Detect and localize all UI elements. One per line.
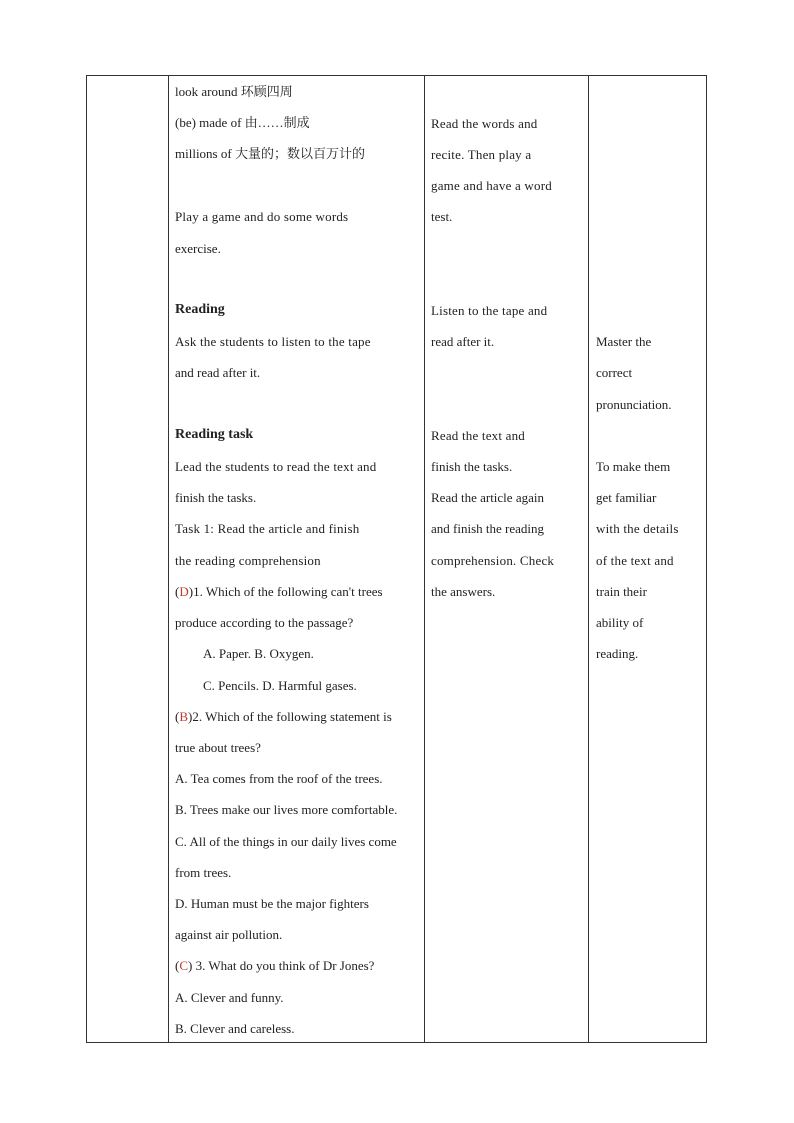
- task-text: Task 1: Read the article and finish: [175, 521, 360, 536]
- option-line: A. Paper. B. Oxygen.: [203, 646, 314, 661]
- purpose-text: Master the: [596, 334, 652, 349]
- question-3: (C) 3. What do you think of Dr Jones?: [175, 958, 375, 973]
- reading-task-heading: Reading task: [175, 427, 254, 442]
- answer-letter: C: [179, 958, 189, 973]
- purpose-text: ability of: [596, 615, 644, 630]
- student-text: finish the tasks.: [431, 459, 513, 474]
- purpose-text: with the details: [596, 521, 679, 536]
- option-line: B. Trees make our lives more comfortable.: [175, 802, 398, 817]
- column-divider: [588, 75, 589, 1043]
- reading-text: and read after it.: [175, 365, 261, 380]
- option-line: against air pollution.: [175, 927, 283, 942]
- student-text: read after it.: [431, 334, 495, 349]
- option-line: B. Clever and careless.: [175, 1021, 295, 1036]
- option-line: from trees.: [175, 865, 232, 880]
- vocab-item: look around 环顾四周: [175, 84, 293, 99]
- question-text: produce according to the passage?: [175, 615, 354, 630]
- game-text: Play a game and do some words: [175, 209, 349, 224]
- option-line: A. Clever and funny.: [175, 990, 284, 1005]
- game-text: exercise.: [175, 241, 221, 256]
- column-divider: [168, 75, 169, 1043]
- question-text: true about trees?: [175, 740, 261, 755]
- task-text: Lead the students to read the text and: [175, 459, 377, 474]
- purpose-text: reading.: [596, 646, 639, 661]
- purpose-text: To make them: [596, 459, 671, 474]
- student-text: Read the text and: [431, 428, 526, 443]
- question-1: (D)1. Which of the following can't trees: [175, 584, 383, 599]
- purpose-text: train their: [596, 584, 647, 599]
- vocab-item: millions of 大量的；数以百万计的: [175, 146, 365, 161]
- student-text: Read the words and: [431, 116, 538, 131]
- student-text: the answers.: [431, 584, 496, 599]
- option-line: C. All of the things in our daily lives come: [175, 834, 397, 849]
- purpose-text: get familiar: [596, 490, 657, 505]
- student-text: game and have a word: [431, 178, 552, 193]
- purpose-text: correct: [596, 365, 633, 380]
- vocab-item: (be) made of 由……制成: [175, 115, 310, 130]
- option-line: C. Pencils. D. Harmful gases.: [203, 678, 357, 693]
- student-text: recite. Then play a: [431, 147, 532, 162]
- task-text: finish the tasks.: [175, 490, 257, 505]
- purpose-text: pronunciation.: [596, 397, 672, 412]
- reading-heading: Reading: [175, 302, 225, 317]
- option-line: D. Human must be the major fighters: [175, 896, 369, 911]
- purpose-text: of the text and: [596, 553, 674, 568]
- student-text: Read the article again: [431, 490, 544, 505]
- reading-text: Ask the students to listen to the tape: [175, 334, 371, 349]
- student-text: test.: [431, 209, 453, 224]
- student-text: comprehension. Check: [431, 553, 555, 568]
- student-text: Listen to the tape and: [431, 303, 548, 318]
- question-2: (B)2. Which of the following statement is: [175, 709, 392, 724]
- column-divider: [424, 75, 425, 1043]
- answer-letter: B: [179, 709, 189, 724]
- student-text: and finish the reading: [431, 521, 544, 536]
- option-line: A. Tea comes from the roof of the trees.: [175, 771, 383, 786]
- answer-letter: D: [179, 584, 189, 599]
- task-text: the reading comprehension: [175, 553, 321, 568]
